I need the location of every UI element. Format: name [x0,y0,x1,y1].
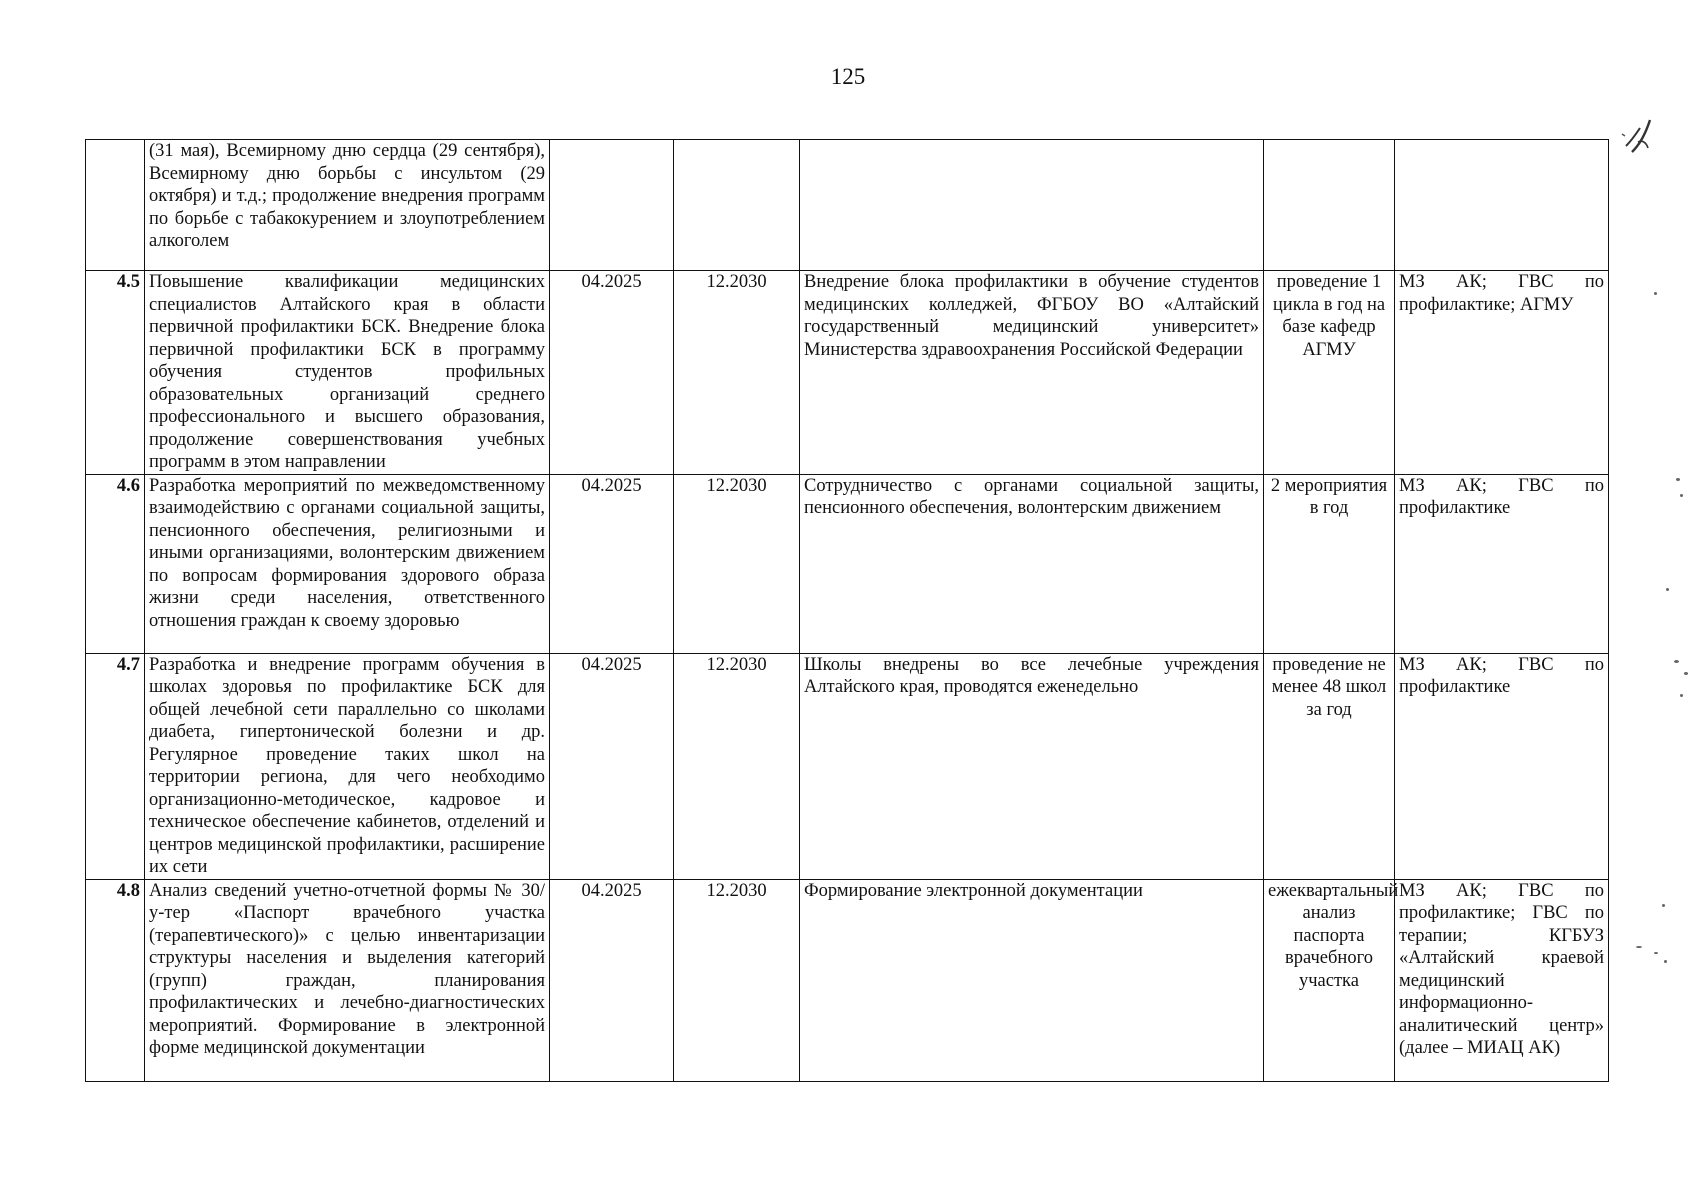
end-date: 12.2030 [674,653,800,879]
expected-result: Сотрудничество с органами социальной защиты, пенсионного обеспечения, волонтерским движением [800,474,1264,653]
scan-speck [1654,292,1657,295]
start-date: 04.2025 [550,271,674,475]
item-number: 4.6 [86,474,145,653]
end-date: 12.2030 [674,271,800,475]
page-number: 125 [830,64,866,89]
indicator: ежеквартальный анализ паспорта врачебного участка [1264,879,1395,1081]
end-date: 12.2030 [674,879,800,1081]
end-date [674,140,800,271]
responsible [1395,140,1609,271]
scan-speck [1680,694,1683,697]
activities-table [85,139,1609,1082]
scan-speck [1680,494,1683,497]
start-date [550,140,674,271]
responsible: МЗ АК; ГВС по профилактике; ГВС по терапии; КГБУЗ «Алтайский краевой медицинский информационно-аналитический центр» (далее – МИАЦ АК) [1395,879,1609,1081]
start-date: 04.2025 [550,474,674,653]
activity-name: (31 мая), Всемирному дню сердца (29 сентября), Всемирному дню борьбы с инсультом (29 октября) и т.д.; продолжение внедрения программ по борьбе с табакокурением и злоупотреблением алкоголем [145,140,550,271]
table-row [86,140,1609,271]
item-number [86,140,145,271]
end-date: 12.2030 [674,474,800,653]
indicator [1264,140,1395,271]
item-number: 4.8 [86,879,145,1081]
activity-name: Анализ сведений учетно-отчетной формы № 30/у-тер «Паспорт врачебного участка (терапевтического)» с целью инвентаризации структуры населения и выделения категорий (групп) граждан, планирования профилактических и лечебно-диагностических мероприятий. Формирование в электронной форме медицинской документации [145,879,550,1081]
scan-speck [1662,904,1665,907]
scan-speck [1676,478,1680,481]
table-row [86,653,1609,879]
scan-speck [1684,672,1688,675]
table-row [86,474,1609,653]
item-number: 4.5 [86,271,145,475]
scan-speck [1666,588,1669,591]
start-date: 04.2025 [550,653,674,879]
scan-speck [1674,660,1679,663]
table-row [86,271,1609,475]
expected-result: Формирование электронной документации [800,879,1264,1081]
scan-speck [1664,960,1667,963]
table-row [86,879,1609,1081]
indicator: проведение 1 цикла в год на базе кафедр АГМУ [1264,271,1395,475]
indicator: 2 мероприятия в год [1264,474,1395,653]
responsible: МЗ АК; ГВС по профилактике; АГМУ [1395,271,1609,475]
activity-name: Разработка и внедрение программ обучения в школах здоровья по профилактике БСК для общей лечебной сети параллельно со школами диабета, гипертонической болезни и др. Регулярное проведение таких школ на территории региона, для чего необходимо организационно-методическое, кадровое и техническое обеспечение кабинетов, отделений и центров медицинской профилактики, расширение их сети [145,653,550,879]
scan-speck [1636,946,1642,948]
responsible: МЗ АК; ГВС по профилактике [1395,474,1609,653]
scan-speck [1654,952,1658,954]
activity-name: Повышение квалификации медицинских специалистов Алтайского края в области первичной профилактики БСК. Внедрение блока первичной профилактики БСК в программу обучения студентов профильных образовательных организаций среднего профессионального и высшего образования, продолжение совершенствования учебных программ в этом направлении [145,271,550,475]
responsible: МЗ АК; ГВС по профилактике [1395,653,1609,879]
expected-result: Школы внедрены во все лечебные учреждения Алтайского края, проводятся еженедельно [800,653,1264,879]
expected-result: Внедрение блока профилактики в обучение студентов медицинских колледжей, ФГБОУ ВО «Алтайский государственный медицинский университет» Министерства здравоохранения Российской Федерации [800,271,1264,475]
indicator: проведение не менее 48 школ за год [1264,653,1395,879]
item-number: 4.7 [86,653,145,879]
expected-result [800,140,1264,271]
activity-name: Разработка мероприятий по межведомственному взаимодействию с органами социальной защиты, пенсионного обеспечения, религиозными и иными организациями, волонтерским движением по вопросам формирования здорового образа жизни среди населения, ответственного отношения граждан к своему здоровью [145,474,550,653]
handwritten-initials-mark [1618,112,1658,162]
start-date: 04.2025 [550,879,674,1081]
